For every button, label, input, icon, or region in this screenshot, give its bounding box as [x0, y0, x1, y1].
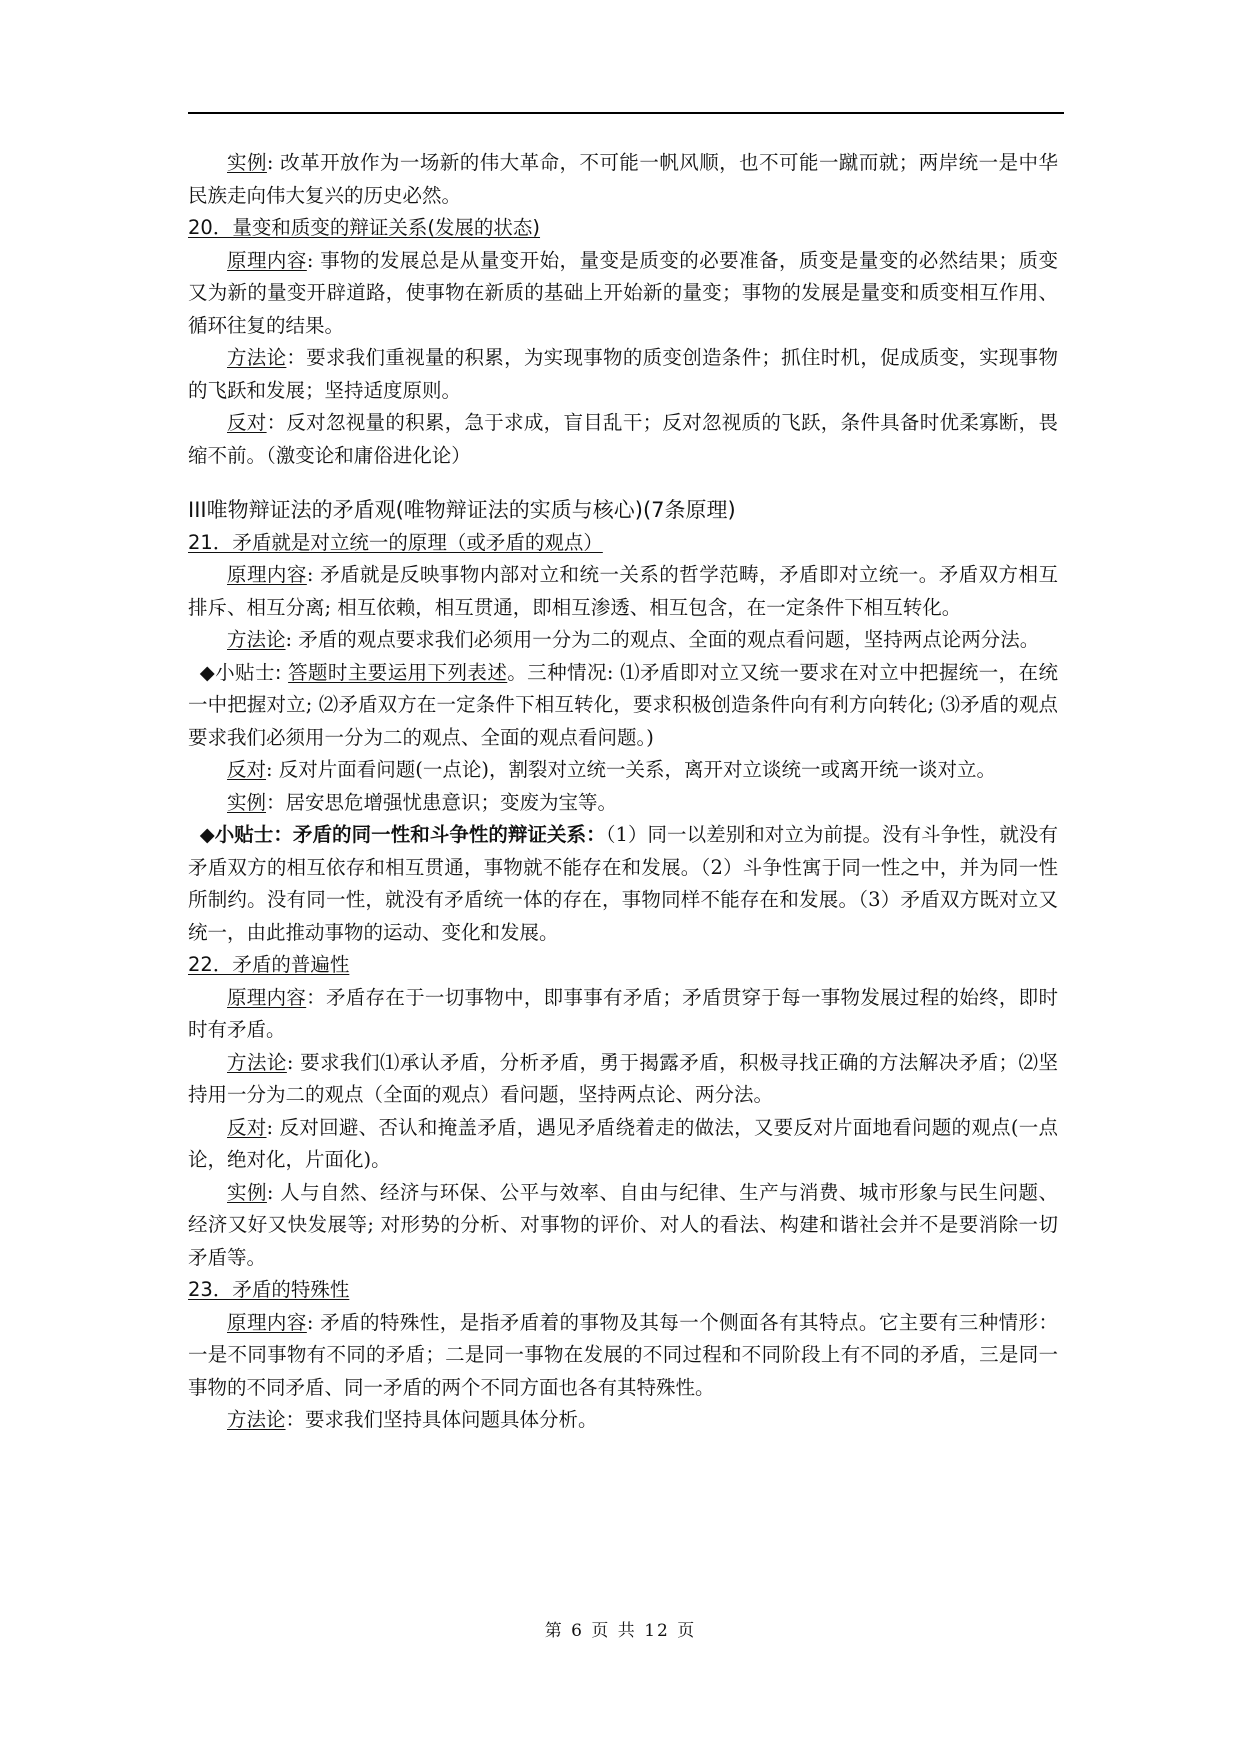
paragraph-text: 矛盾存在于一切事物中，即事事有矛盾；矛盾贯穿于每一事物发展过程的始终，即时时有矛盾。 [188, 985, 1058, 1041]
label-method: 方法论 [227, 1408, 286, 1431]
label-oppose: 反对 [227, 1115, 267, 1139]
paragraph-22-oppose [188, 1112, 1058, 1177]
label-sep: ： [266, 790, 286, 814]
paragraph-text: 矛盾就是反映事物内部对立和统一关系的哲学范畴，矛盾即对立统一。矛盾双方相互排斥、相互分离; 相互依赖，相互贯通，即相互渗透、相互包含，在一定条件下相互转化。 [188, 563, 1058, 619]
label-principle: 原理内容 [227, 985, 307, 1009]
label-principle: 原理内容 [227, 248, 307, 272]
paragraph-text: 要求我们坚持具体问题具体分析。 [305, 1408, 598, 1431]
label-sep: ： [266, 411, 287, 434]
tip-answer-phrasing [188, 657, 1058, 755]
tip-underlined: 答题时主要运用下列表述 [288, 660, 508, 684]
label-sep: : [306, 563, 321, 586]
paragraph-23-principle [188, 1307, 1058, 1405]
heading-20-text: 20．量变和质变的辩证关系(发展的状态) [188, 216, 541, 239]
label-sep: ： [285, 1408, 306, 1431]
paragraph-22-example [188, 1177, 1058, 1275]
label-sep: : [266, 1115, 280, 1139]
section-heading-3: III唯物辩证法的矛盾观(唯物辩证法的实质与核心)(7条原理) [188, 498, 736, 522]
label-example: 实例 [227, 1180, 267, 1204]
heading-23 [188, 1274, 1058, 1307]
label-method: 方法论 [227, 628, 286, 651]
tip-bold-title: 小贴士：矛盾的同一性和斗争性的辩证关系： [214, 823, 606, 846]
heading-20 [188, 212, 1058, 245]
diamond-bullet-icon: ◆ [199, 823, 215, 846]
label-principle: 原理内容 [227, 563, 307, 586]
label-sep: : [306, 1310, 321, 1334]
paragraph-text: 要求我们⑴承认矛盾，分析矛盾，勇于揭露矛盾，积极寻找正确的方法解决矛盾；⑵坚持用一分为二的观点（全面的观点）看问题，坚持两点论、两分法。 [188, 1050, 1058, 1106]
paragraph-text: 反对回避、否认和掩盖矛盾，遇见矛盾绕着走的做法，又要反对片面地看问题的观点(一点论，绝对化，片面化)。 [188, 1115, 1058, 1171]
label-sep: : [266, 1180, 281, 1204]
label-sep: : [266, 758, 279, 781]
heading-21-text: 21．矛盾就是对立统一的原理（或矛盾的观点） [188, 530, 603, 554]
paragraph-23-method [188, 1404, 1058, 1437]
tip-prefix: 小贴士: [215, 660, 289, 684]
label-example: 实例 [227, 151, 267, 174]
page-footer: 第 6 页 共 12 页 [544, 1621, 697, 1641]
paragraph-21-method [188, 624, 1058, 657]
paragraph-21-principle [188, 559, 1058, 624]
paragraph-text: 反对片面看问题(一点论)，割裂对立统一关系，离开对立谈统一或离开统一谈对立。 [278, 758, 997, 781]
tip-text: 。三种情况: ⑴矛盾即对立又统一要求在对立中把握统一，在统一中把握对立; ⑵矛盾双方在一定条件下相互转化，要求积极创造条件向有利方向转化; ⑶矛盾的观点要求我们必须用一分为二的观点、全面的观点看问题。) [188, 660, 1058, 749]
label-sep: : [306, 248, 321, 272]
paragraph-text: 反对忽视量的积累，急于求成，盲目乱干；反对忽视质的飞跃，条件具备时优柔寡断，畏缩不前。（激变论和庸俗进化论） [188, 411, 1058, 467]
label-sep: ： [306, 985, 326, 1009]
tip-text: （1）同一以差别和对立为前提。没有斗争性，就没有矛盾双方的相互依存和相互贯通，事物就不能存在和发展。（2）斗争性寓于同一性之中，并为同一性所制约。没有同一性，就没有矛盾统一体的存在，事物同样不能存在和发展。（3）矛盾双方既对立又统一，由此推动事物的运动、变化和发展。 [188, 823, 1058, 944]
heading-23-text: 23．矛盾的特殊性 [188, 1278, 350, 1301]
paragraph-text: 改革开放作为一场新的伟大革命，不可能一帆风顺，也不可能一蹴而就；两岸统一是中华民族走向伟大复兴的历史必然。 [188, 151, 1058, 207]
page-body [188, 147, 1058, 1437]
paragraph-example [188, 147, 1058, 212]
paragraph-text: 要求我们重视量的积累，为实现事物的质变创造条件；抓住时机，促成质变，实现事物的飞跃和发展；坚持适度原则。 [188, 346, 1058, 402]
paragraph-text: 矛盾的观点要求我们必须用一分为二的观点、全面的观点看问题，坚持两点论两分法。 [298, 628, 1040, 651]
label-oppose: 反对 [227, 411, 267, 434]
paragraph-text: 事物的发展总是从量变开始，量变是质变的必要准备，质变是量变的必然结果；质变又为新的量变开辟道路，使事物在新质的基础上开始新的量变；事物的发展是量变和质变相互作用、循环往复的结果。 [188, 248, 1058, 337]
label-example: 实例 [227, 790, 267, 814]
paragraph-21-example [188, 787, 1058, 820]
label-sep: ： [286, 346, 307, 369]
paragraph-20-oppose [188, 407, 1058, 472]
diamond-bullet-icon: ◆ [199, 660, 216, 684]
paragraph-text: 矛盾的特殊性，是指矛盾着的事物及其每一个侧面各有其特点。它主要有三种情形：一是不同事物有不同的矛盾；二是同一事物在发展的不同过程和不同阶段上有不同的矛盾，三是同一事物的不同矛盾、同一矛盾的两个不同方面也各有其特殊性。 [188, 1310, 1058, 1399]
label-principle: 原理内容 [227, 1310, 307, 1334]
paragraph-text: 人与自然、经济与环保、公平与效率、自由与纪律、生产与消费、城市形象与民生问题、经济又好又快发展等; 对形势的分析、对事物的评价、对人的看法、构建和谐社会并不是要消除一切矛盾等。 [188, 1180, 1058, 1269]
label-sep: : [266, 151, 281, 174]
label-sep: : [285, 628, 299, 651]
paragraph-text: 居安思危增强忧患意识；变废为宝等。 [285, 790, 618, 814]
label-oppose: 反对 [227, 758, 267, 781]
paragraph-22-principle [188, 982, 1058, 1047]
tip-identity-struggle [188, 819, 1058, 949]
label-sep: : [286, 1050, 301, 1074]
paragraph-21-oppose [188, 754, 1058, 787]
label-method: 方法论 [227, 346, 287, 369]
paragraph-22-method [188, 1047, 1058, 1112]
label-method: 方法论 [227, 1050, 287, 1074]
heading-22 [188, 949, 1058, 982]
heading-21 [188, 527, 1058, 560]
paragraph-20-method [188, 342, 1058, 407]
heading-22-text: 22．矛盾的普遍性 [188, 953, 350, 976]
header-rule [188, 112, 1064, 114]
paragraph-20-principle [188, 245, 1058, 343]
